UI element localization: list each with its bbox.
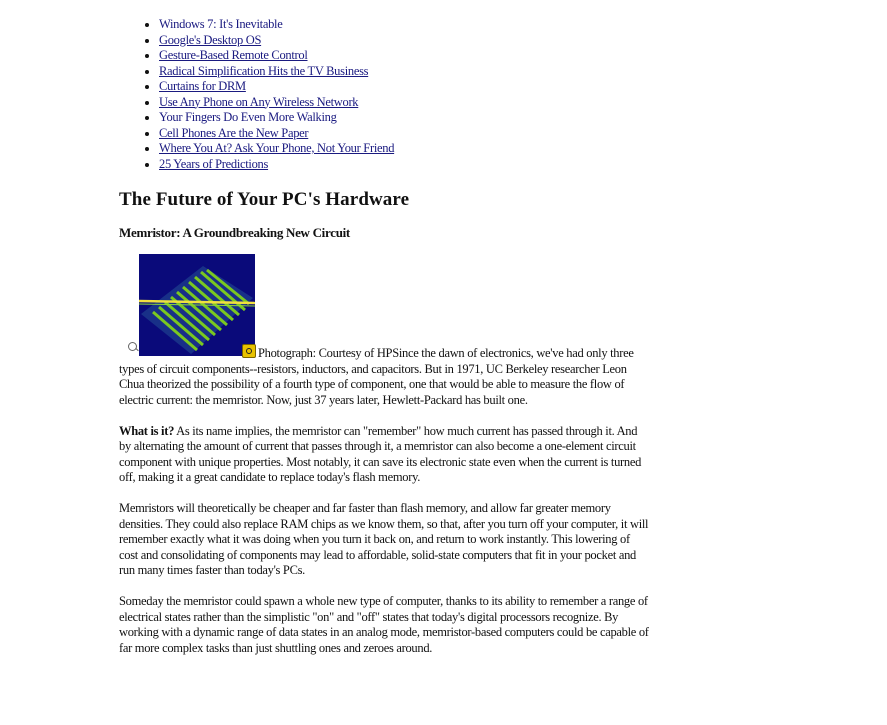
paragraph: Memristors will theoretically be cheaper and far faster than flash memory, and allow far greater memory densities. They could also replace RAM chips as we know them, so that, after you turn off your computer, it will remember exactly what it was doing when you turn it back on, and return to work instantly. This lowering of cost and consolidating of components may lead to affordable, solid-state computers that fit in your pocket and run many times faster than today's PCs. — [119, 501, 649, 577]
paragraph: Photograph: Courtesy of HPSince the dawn of electronics, we've had only three types of circuit components--resistors, inductors, and capacitors. But in 1971, UC Berkeley researcher Leon Chua theorized the possibility of a fourth type of component, one that would be able to measure the flow of electric current: the memristor. Now, just 37 years later, Hewlett-Packard has built one. — [119, 346, 634, 407]
slideshow-badge-icon[interactable] — [242, 344, 256, 358]
list-item — [159, 95, 649, 111]
section-subtitle: Memristor: A Groundbreaking New Circuit — [119, 225, 350, 240]
related-links-list — [119, 17, 649, 172]
zoom-icon[interactable] — [128, 342, 137, 351]
list-item — [159, 126, 649, 142]
paragraph-text: As its name implies, the memristor can "remember" how much current has passed through it. And by alternating the amount of current that passes through it, a memristor can also become a one-element circuit component with unique properties. Most notably, it can save its electronic state even when the current is turned off, making it a great candidate to replace today's flash memory. — [119, 423, 642, 484]
link-cell-phones-paper[interactable]: Cell Phones Are the New Paper — [159, 125, 309, 140]
list-item — [159, 141, 649, 157]
paragraph-lead: What is it? — [119, 423, 175, 438]
link-curtains-drm[interactable]: Curtains for DRM — [159, 79, 246, 93]
link-where-you-at[interactable]: Where You At? Ask Your Phone, Not Your Friend — [159, 141, 395, 155]
paragraph: Someday the memristor could spawn a whole new type of computer, thanks to its ability to remember a range of electrical states rather than the simplistic "on" and "off" states that today's digital processors recognize. By working with a dynamic range of data states in an analog mode, memristor-based computers could be capable of far more complex tasks than just shuttling ones and zeroes around. — [119, 594, 649, 655]
link-radical-simplification[interactable]: Radical Simplification Hits the TV Business — [159, 63, 369, 78]
link-fingers-walking[interactable]: Your Fingers Do Even More Walking — [159, 110, 337, 124]
list-item — [159, 110, 649, 126]
circuit-photo[interactable] — [139, 254, 255, 356]
circuit-photo-graphic — [139, 254, 255, 356]
link-25-years[interactable]: 25 Years of Predictions — [159, 156, 269, 171]
link-windows-7[interactable]: Windows 7: It's Inevitable — [159, 17, 283, 31]
list-item — [159, 79, 649, 95]
paragraph — [119, 424, 649, 486]
figure — [119, 254, 649, 358]
page-title: The Future of Your PC's Hardware — [119, 189, 410, 210]
link-google-desktop-os[interactable]: Google's Desktop OS — [159, 32, 262, 47]
list-item — [159, 17, 649, 33]
link-gesture-remote[interactable]: Gesture-Based Remote Control — [159, 48, 308, 62]
list-item — [159, 48, 649, 64]
list-item — [159, 64, 649, 80]
link-any-phone[interactable]: Use Any Phone on Any Wireless Network — [159, 94, 359, 109]
list-item — [159, 157, 649, 173]
article — [119, 17, 649, 656]
list-item — [159, 33, 649, 49]
